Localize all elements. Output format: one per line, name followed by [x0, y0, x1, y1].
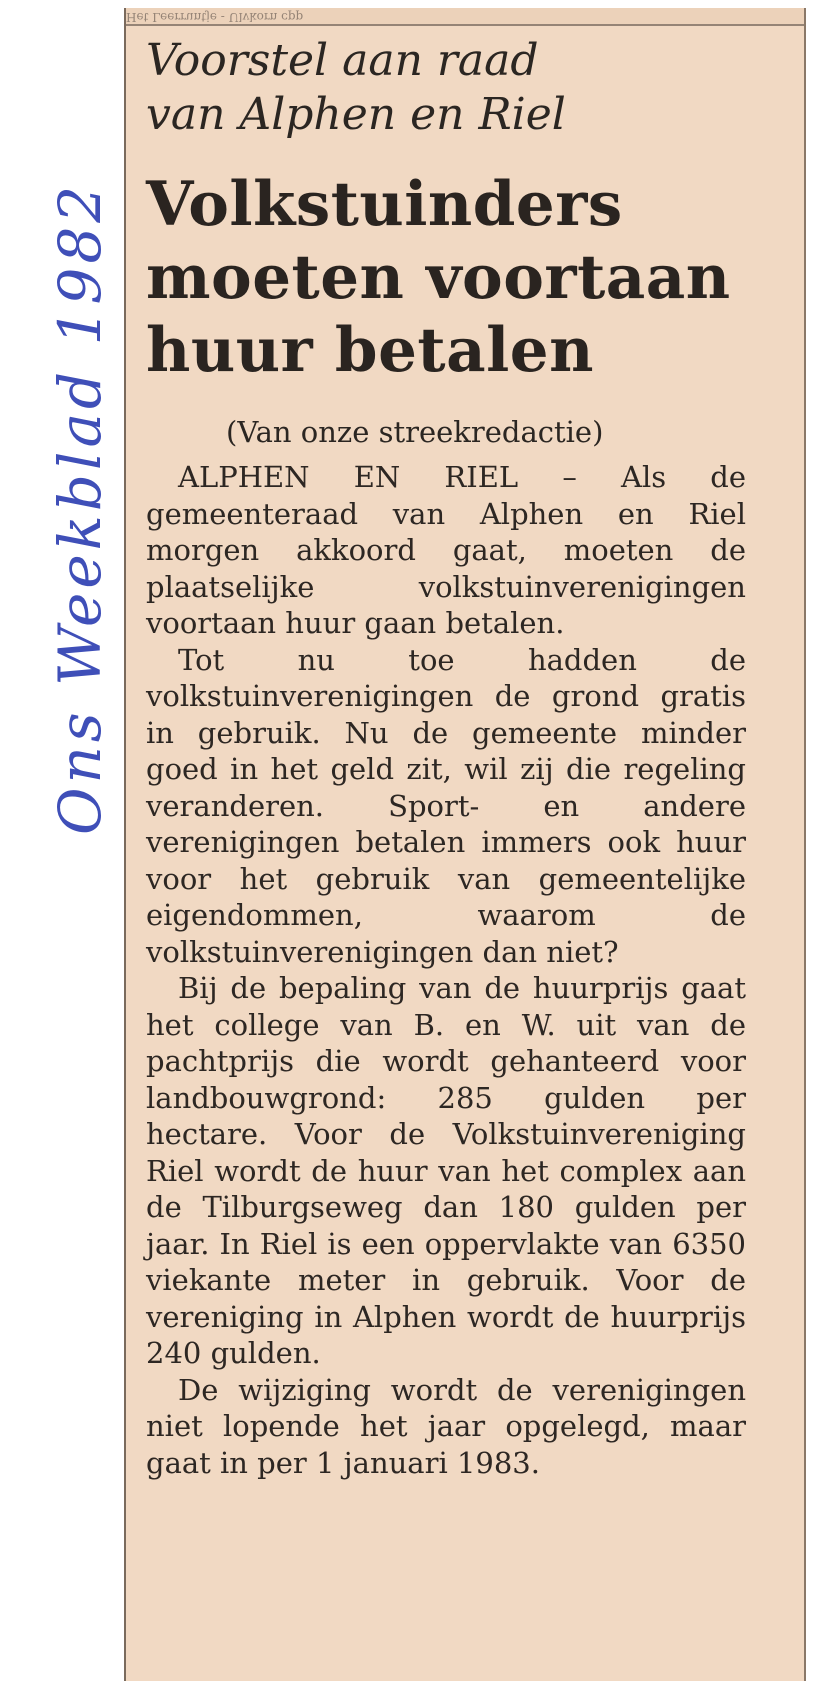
paragraph-1: ALPHEN EN RIEL – Als de gemeenteraad van Alphen en Riel morgen akkoord gaat, moeten de plaatselijke volkstuinverenigingen voortaan huur gaan betalen.: [146, 460, 746, 640]
kicker: [146, 34, 786, 142]
handwritten-annotation: Ons Weekblad 1982: [46, 181, 114, 835]
headline-line-3: huur betalen: [146, 315, 594, 386]
paragraph-3: Bij de bepaling van de huurprijs gaat het college van B. en W. uit van de pachtprijs die wordt gehanteerd voor landbouwgrond: 285 gulden per hectare. Voor de Volkstuinvereniging Riel wordt de huur van het complex aan de Tilburgseweg dan 180 gulden per jaar. In Riel is een oppervlakte van 6350 viekante meter in gebruik. Voor de vereniging in Alphen wordt de huurprijs 240 gulden.: [146, 971, 746, 1370]
headline: [146, 168, 786, 387]
clipping-top-edge-text: Het Leerruntje - Ulvkorn cpp: [126, 8, 804, 26]
kicker-line-1: Voorstel aan raad: [146, 35, 539, 86]
newspaper-clipping: [124, 8, 806, 1681]
byline: (Van onze streekredactie): [226, 415, 604, 449]
clipping-content: [146, 34, 786, 1481]
kicker-line-2: van Alphen en Riel: [146, 89, 566, 140]
headline-line-2: moeten voortaan: [146, 242, 731, 313]
paragraph-2: Tot nu toe hadden de volkstuinverenigingen de grond gratis in gebruik. Nu de gemeente minder goed in het geld zit, wil zij die regeling veranderen. Sport- en andere verenigingen betalen immers ook huur voor het gebruik van gemeentelijke eigendommen, waarom de volkstuinverenigingen dan niet?: [146, 642, 746, 969]
article-body: [146, 459, 746, 1481]
headline-line-1: Volkstuinders: [146, 169, 623, 240]
paragraph-4: De wijziging wordt de verenigingen niet lopende het jaar opgelegd, maar gaat in per 1 januari 1983.: [146, 1372, 746, 1480]
